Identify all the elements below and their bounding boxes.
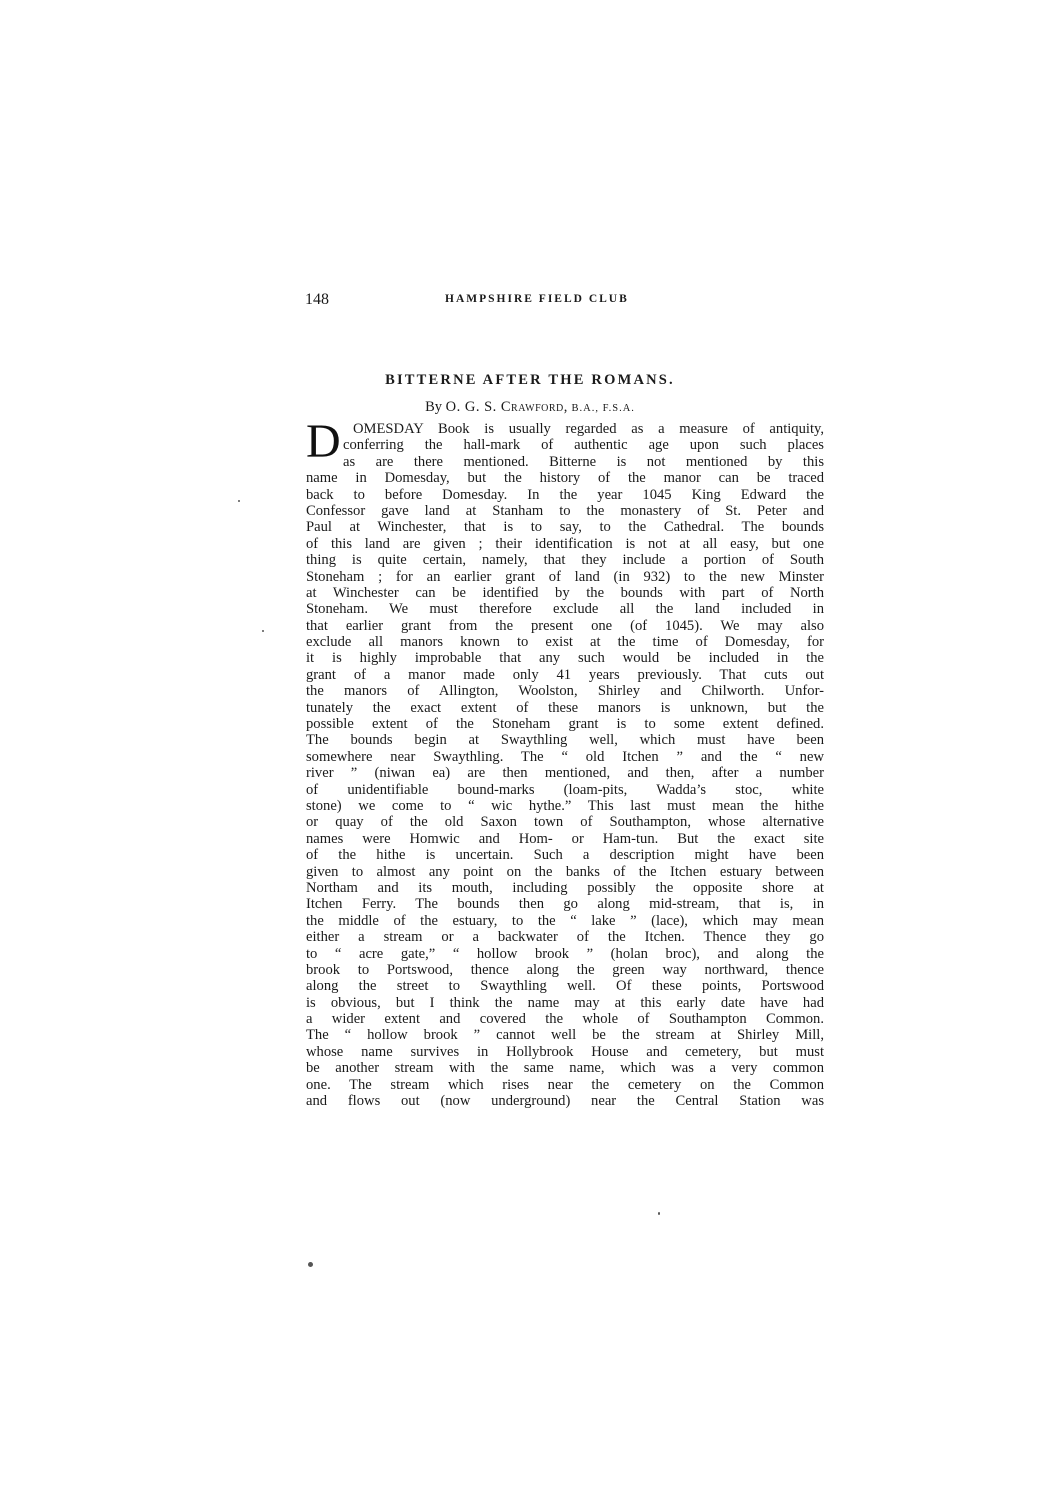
body-line: Northam and its mouth, including possibly the opposite shore at — [306, 879, 824, 896]
body-line: Itchen Ferry. The bounds then go along mid-stream, that is, in — [306, 896, 824, 913]
author-credentials: B.A., F.S.A. — [571, 403, 635, 414]
body-line: exclude all manors known to exist at the time of Domesday, for — [306, 634, 824, 651]
body-line: one. The stream which rises near the cemetery on the Common — [306, 1076, 824, 1093]
body-line: given to almost any point on the banks of the Itchen estuary between — [306, 863, 824, 880]
body-line: OMESDAY Book is usually regarded as a measure of antiquity, — [353, 421, 824, 437]
body-line: Stoneham. We must therefore exclude all the land included in — [306, 601, 824, 618]
scan-speck — [658, 1212, 660, 1215]
body-line: at Winchester can be identified by the bounds with part of North — [306, 584, 824, 601]
body-line: to “ acre gate,” “ hollow brook ” (holan broc), and along the — [306, 945, 824, 962]
byline — [330, 399, 730, 416]
journal-name: HAMPSHIRE FIELD CLUB — [445, 293, 629, 305]
body-line: The “ hollow brook ” cannot well be the stream at Shirley Mill, — [306, 1027, 824, 1044]
body-line: of the hithe is uncertain. Such a description might have been — [306, 847, 824, 864]
body-line: it is highly improbable that any such would be included in the — [306, 650, 824, 667]
body-line: Paul at Winchester, that is to say, to the Cathedral. The bounds — [306, 519, 824, 536]
body-line: of unidentifiable bound-marks (loam-pits, Wadda’s stoc, white — [306, 781, 824, 798]
body-line: tunately the exact extent of these manors is unknown, but the — [306, 699, 824, 716]
body-line: the middle of the estuary, to the “ lake ” (lace), which may mean — [306, 912, 824, 929]
body-line: is obvious, but I think the name may at this early date have had — [306, 994, 824, 1011]
body-line: a wider extent and covered the whole of Southampton Common. — [306, 1011, 824, 1028]
body-line: that earlier grant from the present one (of 1045). We may also — [306, 617, 824, 634]
body-line: thing is quite certain, namely, that they include a portion of South — [306, 552, 824, 569]
drop-cap: D — [306, 415, 341, 468]
body-line: either a stream or a backwater of the Itchen. Thence they go — [306, 929, 824, 946]
body-line: brook to Portswood, thence along the green way northward, thence — [306, 961, 824, 978]
body-line: whose name survives in Hollybrook House and cemetery, but must — [306, 1043, 824, 1060]
body-line: stone) we come to “ wic hythe.” This last must mean the hithe — [306, 797, 824, 814]
body-line: Stoneham ; for an earlier grant of land (in 932) to the new Minster — [306, 568, 824, 585]
body-line: possible extent of the Stoneham grant is to some extent defined. — [306, 716, 824, 733]
body-line: of this land are given ; their identification is not at all easy, but one — [306, 535, 824, 552]
body-line: names were Homwic and Hom- or Ham-tun. But the exact site — [306, 830, 824, 847]
body-line: and flows out (now underground) near the Central Station was — [306, 1093, 824, 1110]
scan-speck — [238, 500, 240, 502]
body-line: grant of a manor made only 41 years previously. That cuts out — [306, 666, 824, 683]
body-line: somewhere near Swaythling. The “ old Itchen ” and the “ new — [306, 748, 824, 765]
body-line: as are there mentioned. Bitterne is not mentioned by this — [343, 453, 824, 470]
scan-speck — [262, 630, 264, 632]
byline-prefix: By — [425, 399, 442, 415]
body-line: river ” (niwan ea) are then mentioned, and then, after a number — [306, 765, 824, 782]
body-line: conferring the hall-mark of authentic age upon such places — [343, 437, 824, 454]
page-number: 148 — [305, 291, 329, 308]
body-line: back to before Domesday. In the year 1045 King Edward the — [306, 486, 824, 503]
body-line: be another stream with the same name, which was a very common — [306, 1060, 824, 1077]
article-body — [306, 421, 824, 1109]
body-line: name in Domesday, but the history of the manor can be traced — [306, 470, 824, 487]
author-name: O. G. S. Crawford, — [445, 399, 568, 415]
body-line: Confessor gave land at Stanham to the monastery of St. Peter and — [306, 502, 824, 519]
scan-speck — [308, 1262, 313, 1267]
body-line: or quay of the old Saxon town of Southampton, whose alternative — [306, 814, 824, 831]
body-line: along the street to Swaythling well. Of these points, Portswood — [306, 978, 824, 995]
running-head — [305, 291, 825, 313]
body-line: The bounds begin at Swaythling well, which must have been — [306, 732, 824, 749]
body-line: the manors of Allington, Woolston, Shirley and Chilworth. Unfor- — [306, 683, 824, 700]
article-title: BITTERNE AFTER THE ROMANS. — [385, 372, 675, 388]
